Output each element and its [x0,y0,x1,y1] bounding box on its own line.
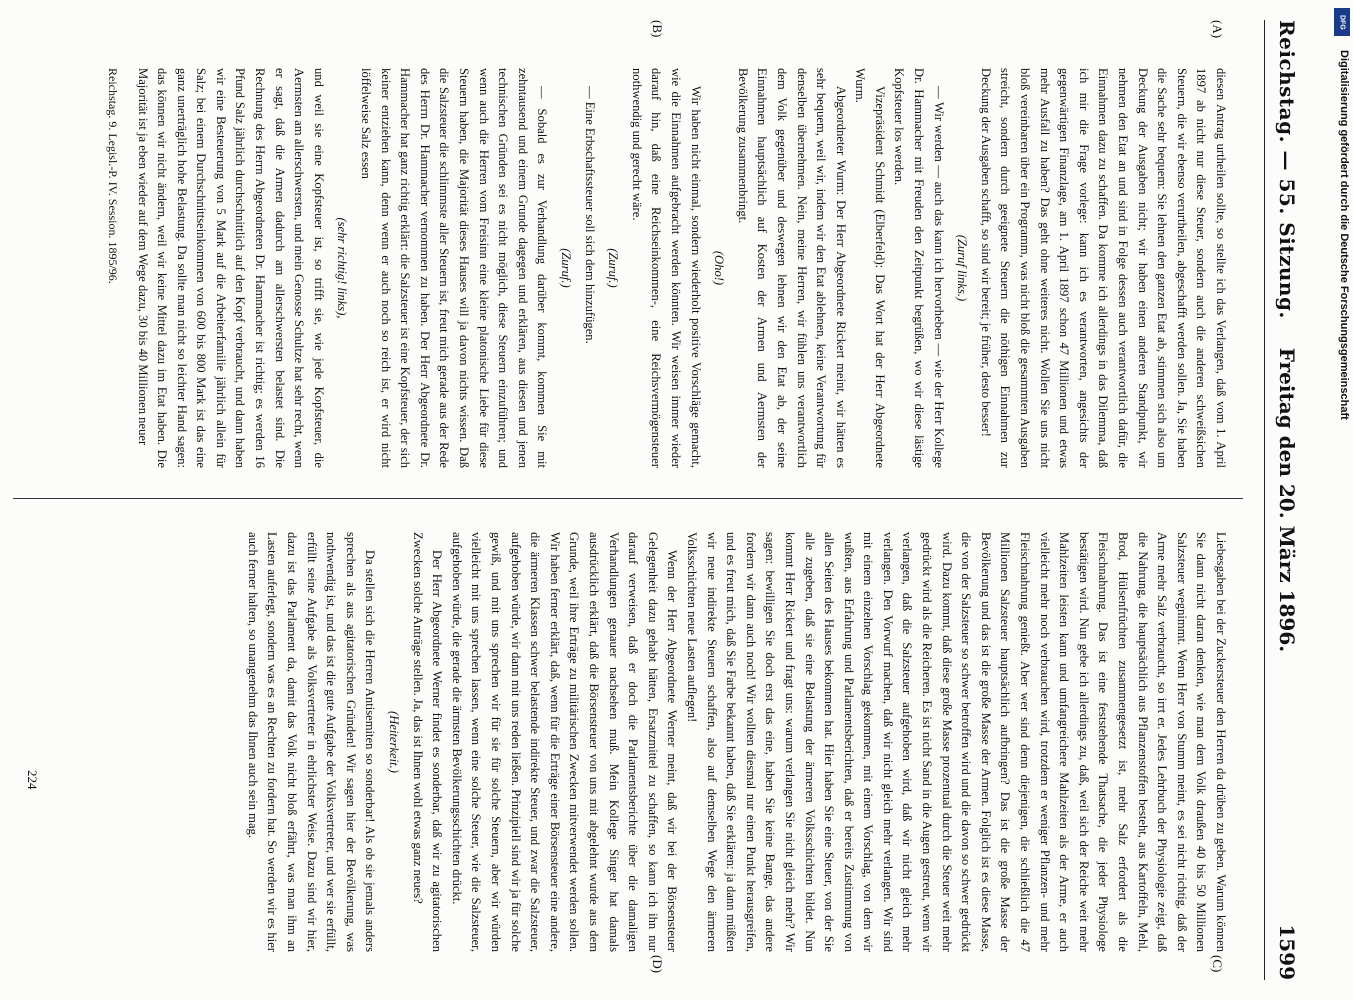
page-header [1265,20,1305,980]
session-footer: Reichstag. 9. Legisl.-P. IV. Session. 1895/96. [105,68,120,284]
left-paragraph: — Wir werden — auch das kann ich hervorheben — wie der Herr Kollege Dr. Hammacher mit Freuden den Zeitpunkt begrüßen, wo wir diese lästige Kopfsteuer los werden. [892,68,946,468]
header-left: Reichstag. — 55. Sitzung. [1275,20,1299,319]
left-paragraph: Wir haben nicht einmal, sondern wiederholt positive Vorschläge gemacht, wie die Einnahmen aufgebracht werden könnten. Wir weisen immer wieder darauf hin, daß eine Reichseinkommen-, eine Reichsvermögensteuer nothwendig und gerecht wäre. [629,68,703,468]
right-paragraph: Wenn der Herr Abgeordnete Werner meint, daß wir bei der Börsensteuer Gelegenheit dazu gehabt hätten, Ersatzmittel zu schaffen, so kann ich ihn nur darauf verweisen, daß er doch die Parlamentsberichte über die damaligen Verhandlungen genauer nachsehen muß. Mein Kollege Singer hat damals ausdrücklich erklärt, daß die Börsensteuer von uns mit abgelehnt wurde aus dem Grunde, weil ihre Erträge zu militärischen Zwecken mitverwendet werden sollen. Wir haben ferner erklärt, daß, wenn für die Erträge einer Börsensteuer eine andere, die ärmeren Klassen schwer belastende indirekte Steuer, und zwar die Salzsteuer, aufgehoben würde, wir dann mit uns reden ließen. Prinzipiell sind wir ja für solche gewiß, und mit uns sprechen wir für sie für solche Steuern, aber wir würden vielleicht mit uns sprechen lassen, wenn eine solche Steuer, wie die Salzsteuer, aufgehoben würde, die gerade die ärmsten Bevölkerungsschichten drückt. [449,532,680,952]
interjection: (Zuruf links.) [955,234,970,302]
left-column [102,68,1230,468]
header-page-number: 1599 [1275,924,1299,980]
interjection: (Zuruf.) [559,248,573,288]
rotated-page-content [5,20,1305,980]
marker-d: (D) [650,955,665,974]
digitization-note-text: Digitalisierung gefördert durch die Deutsche Forschungsgemeinschaft [1338,50,1350,420]
column-divider [13,498,1243,499]
right-column [242,532,1230,952]
dfg-logo: DFG [1334,8,1350,36]
right-paragraph: Da stellen sich die Herren Antisemiten so sonderbar! Als ob sie jemals anders sprechen als aus agitatorischen Gründen! Wir sagen hier der Bevölkerung, was nothwendig ist, und das ist die gute Aufgabe der Volksvertreter, und wer sie erfüllt, erfüllt seine Aufgabe als Volksvertreter in ehrlichster Weise. Dazu sind wir hier, dazu ist das Parlament da, damit das Volk nicht bloß erfährt, was man ihm an Lasten auferlegt, sondern was es an Rechten zu fordern hat. So werden wir es hier auch ferner halten, so unangenehm das Ihnen auch sein mag. [245,532,378,952]
left-paragraph: Abgeordneter Wurm: Der Herr Abgeordnete Rickert meint, wir hätten es sehr bequem, weil wir, indem wir den Etat ablehnen, keine Verantwortung für denselben übernehmen. Nein, meine Herren, wir fühlen uns verantwortlich dem Volk gegenüber und deswegen lehnen wir den Etat ab, der seine Einnahmen hauptsächlich auf Kosten der Armen und Aermsten der Bevölkerung zusammenbringt. [735,68,848,468]
interjection: (Oho!) [712,250,727,286]
marker-c: (C) [1210,955,1225,973]
left-paragraph: — Eine Erbschaftssteuer soll sich dem hinzufügen. [582,86,597,344]
interjection: (Zuruf.) [606,248,621,288]
interjection: (Heiterkeit.) [387,711,402,773]
right-paragraph: Liebesgaben bei der Zuckersteuer den Herren da drüben zu geben. Warum können Sie dann nicht daran denken, wie man dem Volk draußen 40 bis 50 Millionen Salzsteuer wegnimmt. Wenn Herr von Stumm meint, es sei nicht richtig, daß der Arme mehr Salz verbraucht, so irrt er. Jedes Lehrbuch der Physiologie zeigt, daß die Nahrung, die hauptsächlich aus Pflanzenstoffen besteht, aus Kartoffeln, Mehl, Brod, Hülsenfrüchten zusammengesetzt ist, mehr Salz erfordert als die Fleischnahrung. Das ist eine feststehende Thatsache, die jeder Physiologe bestätigen wird. Nun gebe ich allerdings zu, daß, weil sich der Reiche weit mehr Mahlzeiten leisten kann und umfangreichere Mahlzeiten als der Arme, er auch vielleicht mehr noch verbrauchen wird, trotzdem er weniger Pflanzen- und mehr Fleischnahrung genießt. Aber wer sind denn diejenigen, die schließlich die 47 Millionen Salzsteuer hauptsächlich aufbringen? Das ist die große Masse der Bevölkerung und das ist die große Masse der Armen. Folglich ist es diese Masse, die von der Salzsteuer so schwer betroffen wird und die davon so schwer gedrückt wird. Dazu kommt, daß diese große Masse prozentual durch die Steuer weit mehr gedrückt wird als die Reicheren. Es ist nicht Sand in die Augen gestreut, wenn wir verlangen, daß die Salzsteuer aufgehoben wird, daß wir nicht gleich mehr verlangen. Den Vorwurf machen, daß wir nicht gleich mehr verlangen. Wir sind mit einem einzelnen Vorschlag gekommen, mit einem Vorschlag, von dem wir wußten, aus Erfahrung und Parlamentsberichten, daß er bereits Zustimmung von allen Seiten des Hauses bekommen hat. Hier haben Sie eine Steuer, von der Sie alle zugeben, daß sie eine Belastung der ärmeren Volksschichten bildet. Nun kommt Herr Rickert und fragt uns: warum verlangen Sie nicht gleich mehr? Wir sagen: bewilligen Sie doch erst das eine, haben Sie keine Bange, das andere fordern wir dann auch noch! Wir wollten diesmal nur einen Punkt herausgreifen, und es freut mich, daß Sie Farbe bekannt haben, daß Sie erklären: ja dann müßten wir neue indirekte Steuern schaffen, also auf demselben Wege den ärmeren Volksschichten neue Lasten auflegen! [684,532,1228,952]
signature-number: 224 [25,770,40,790]
digitization-note [1330,50,1350,980]
left-paragraph: und weil sie eine Kopfsteuer ist, so trifft sie, wie jede Kopfsteuer, die Aermsten am allerschwersten, und mein Genosse Schultze hat sehr recht, wenn er sagt, daß die Armen dadurch am allerschwersten belastet sind. Die Rechnung des Herrn Abgeordneten Dr. Hammacher ist richtig; es werden 16 Pfund Salz jährlich durchschnittlich auf den Kopf verbraucht, und dann haben wir eine Besteuerung von 5 Mark auf die Arbeiterfamilie jährlich allein für Salz; bei einem Durchschnittseinkommen von 600 bis 800 Mark ist das eine ganz unerträglich hohe Belastung. Da sollte man nicht so leichter Hand sagen: das können wir nicht ändern, weil wir keine Mittel dazu im Etat haben. Die Majorität ist ja eben wieder auf dem Wege dazu, 30 bis 40 Millionen neuer [135,68,326,468]
marker-a: (A) [1210,20,1225,39]
left-paragraph: — Sobald es zur Verhandlung darüber kommt, kommen Sie mit zehntausend und einem Grunde dagegen und erklären, aus diesen und jenen technischen Gründen sei es nicht möglich, diese Steuern einzuführen; und wenn auch die Herren vom Freisinn eine kleine platonische Liebe für diese Steuern haben, die Majorität dieses Hauses will ja davon nichts wissen. Daß die Salzsteuer die schlimmste aller Steuern ist, freut mich gerade aus der Rede des Herrn Dr. Hammacher vernommen zu haben. Der Herr Abgeordnete Dr. Hammacher hat ganz richtig erklärt: die Salzsteuer ist eine Kopfsteuer, der sich keiner entziehen kann, denn wenn er auch noch so reich ist, er wird nicht löffelweise Salz essen [359,68,550,468]
left-paragraph: Vizepräsident Schmidt (Elberfeld): Das Wort hat der Herr Abgeordnete Wurm. [853,68,887,468]
interjection: (sehr richtig! links), [335,217,350,319]
header-rule [1264,20,1265,980]
left-paragraph: diesen Antrag urtheilen sollte, so stellte ich das Verlangen, daß vom 1. April 1897 ab nicht nur diese Steuer, sondern auch die anderen schweißsichen Steuern, die wir ebenso verurtheilen, abgeschafft werden sollen. Ja, Sie haben die Sache sehr bequem: Sie lehnen den ganzen Etat ab, stimmen sich also um Deckung der Ausgaben nicht; wir haben einen anderen Standpunkt, wir nehmen den Etat an und sind in Folge dessen auch verantwortlich dafür, die Einnahmen dazu zu schaffen. Da komme ich allerdings in das Dilemma, daß ich mir die Frage vorlege: kann ich es verantworten, angesichts der gegenwärtigen Finanzlage, am 1. April 1897 schon 47 Millionen und etwas mehr Ausfall zu haben? Das geht ohne weiteres nicht. Wollen Sie uns nicht bloß vereinbaren über ein Programm, was nicht bloß die gesammten Ausgaben streicht, sondern durch geeignete Steuern die nöthigen Einnahmen zur Deckung der Ausgaben schafft, so sind wir bereit; je früher, desto besser! [978,68,1228,468]
right-paragraph: Der Herr Abgeordnete Werner findet es sonderbar, daß wir zu agitatorischen Zwecken solche Anträge stellen. Ja, das ist Ihnen wohl etwas ganz neues? [410,532,445,952]
marker-b: (B) [650,20,665,38]
header-date: Freitag den 20. März 1896. [1275,347,1299,653]
